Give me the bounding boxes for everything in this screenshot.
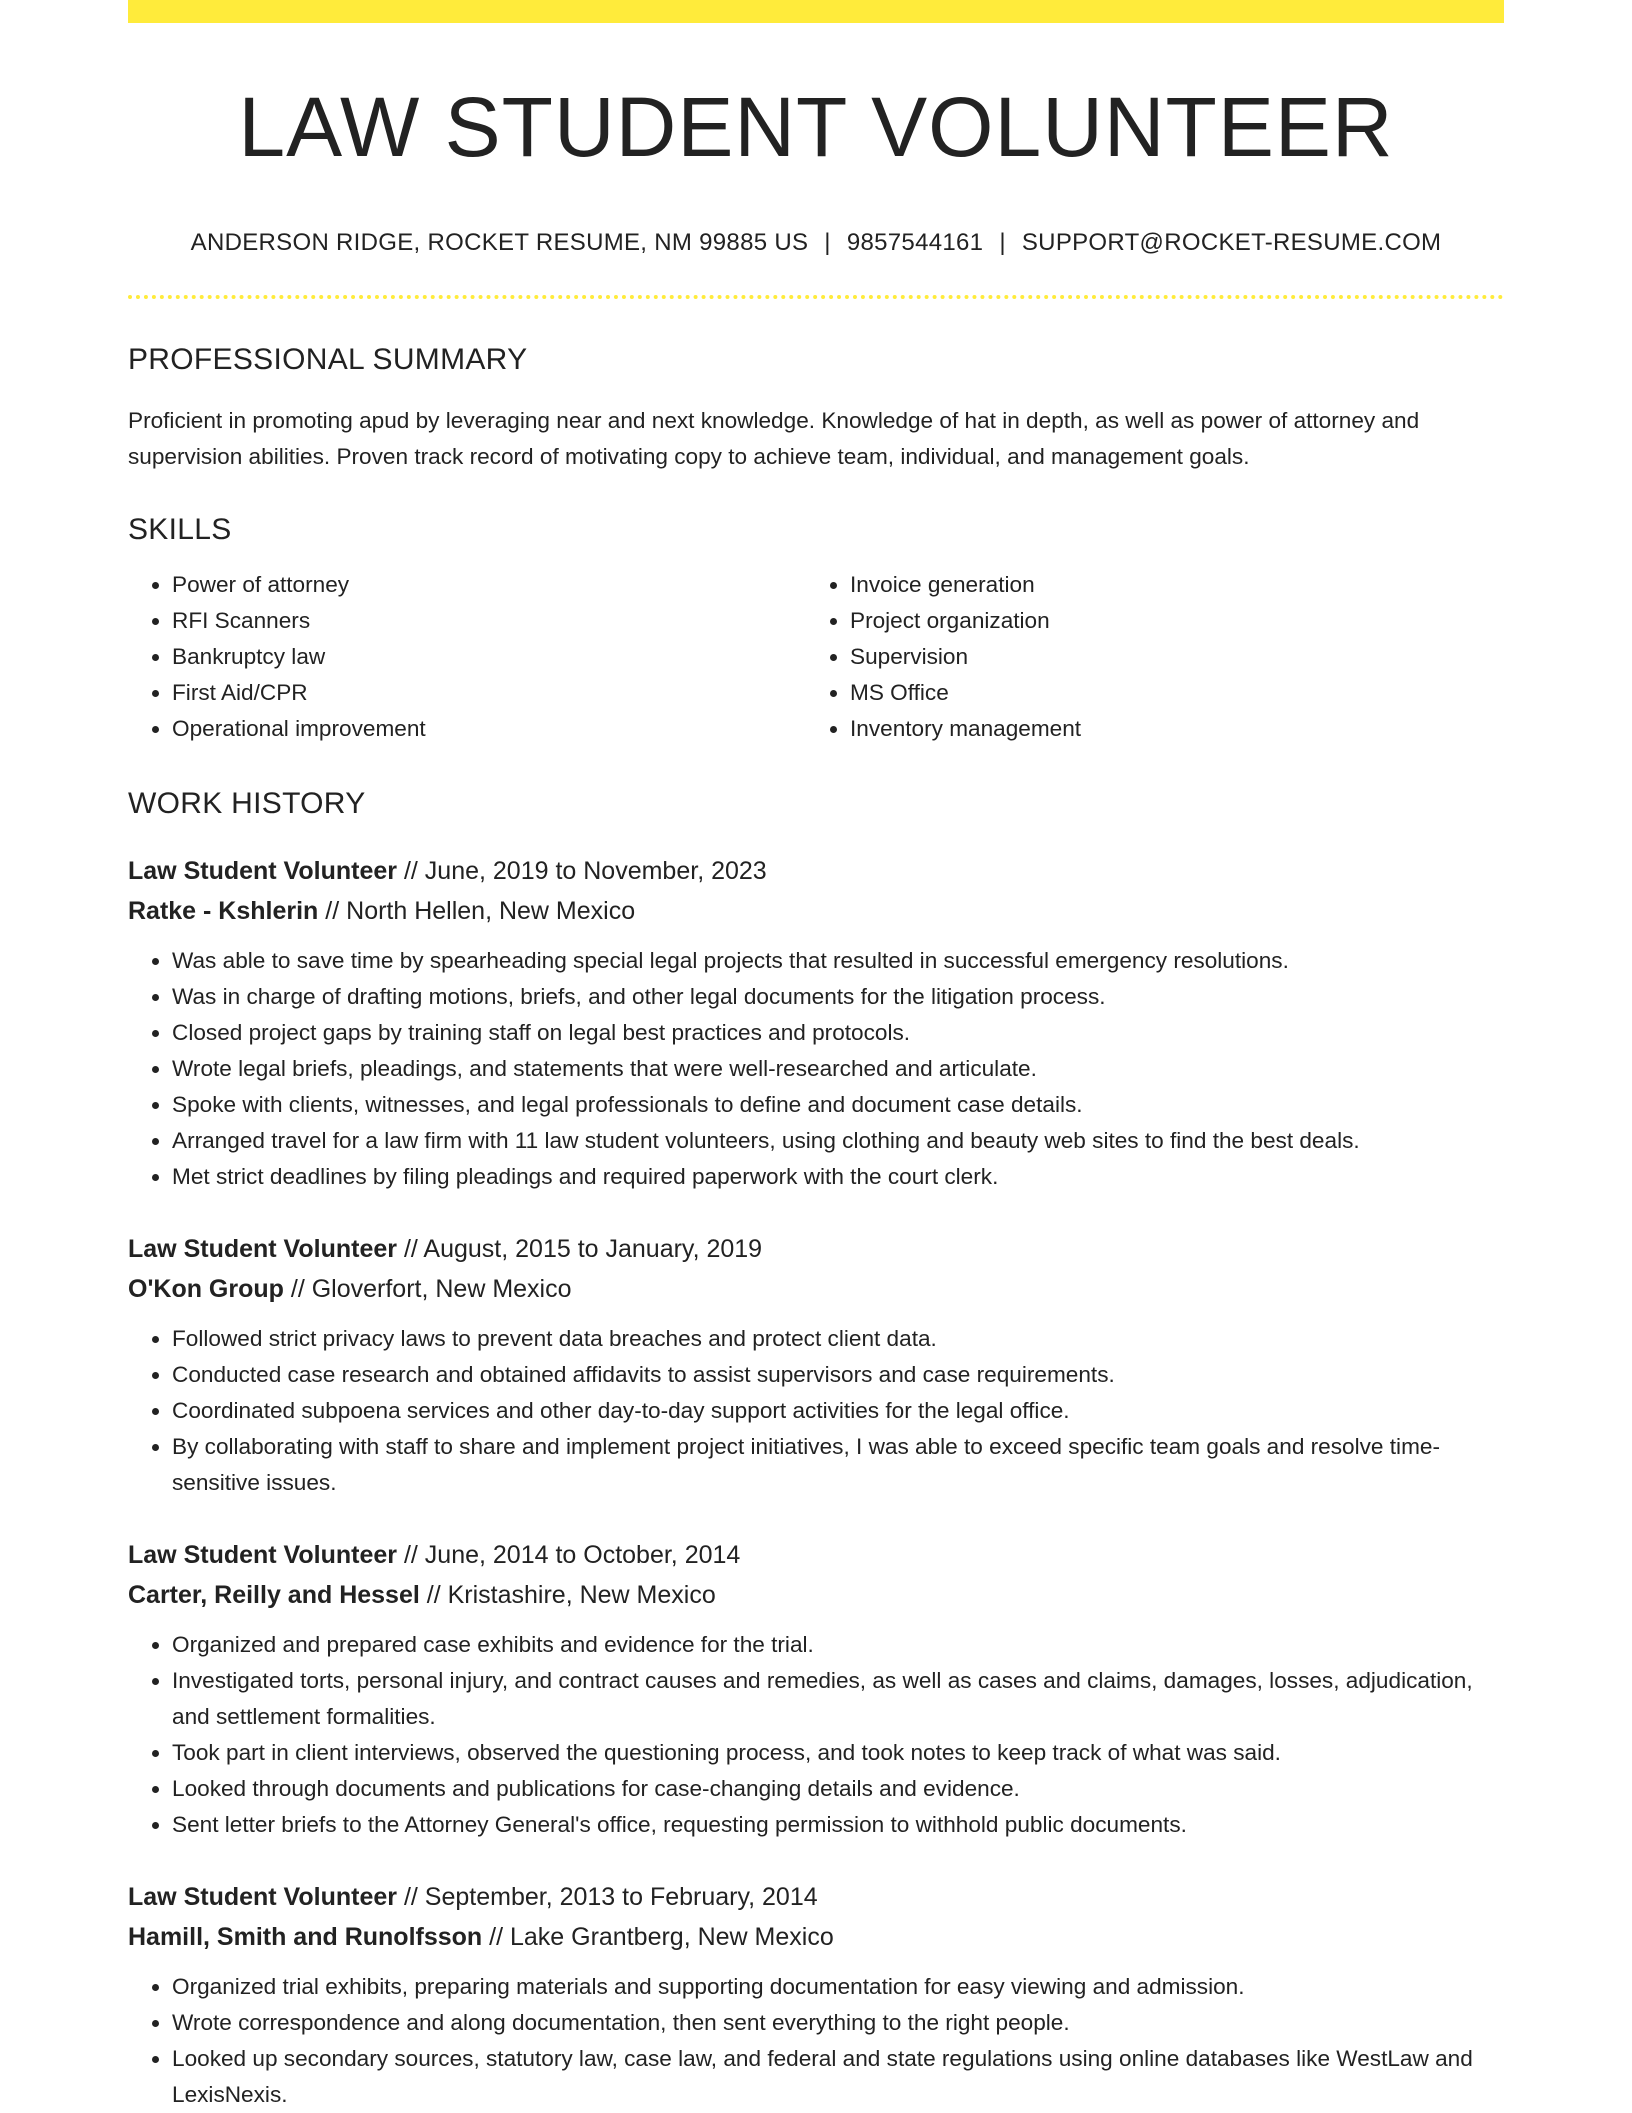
dotted-divider	[128, 295, 1504, 299]
skill-item: • Invoice generation	[850, 567, 1484, 603]
job-bullet: • Wrote legal briefs, pleadings, and statements that were well-researched and articulate.	[172, 1051, 1504, 1087]
job-role: Law Student Volunteer	[128, 1883, 397, 1911]
job-dates: // September, 2013 to February, 2014	[403, 1883, 818, 1911]
job-location: // North Hellen, New Mexico	[325, 897, 636, 925]
contact-address: ANDERSON RIDGE, ROCKET RESUME, NM 99885 US	[190, 229, 809, 256]
job-bullets	[128, 1969, 1504, 2113]
skill-item: • Inventory management	[850, 711, 1484, 747]
contact-email: SUPPORT@ROCKET-RESUME.COM	[1021, 229, 1442, 256]
job-bullet: • Organized trial exhibits, preparing materials and supporting documentation for easy viewing and admission.	[172, 1969, 1504, 2005]
skills-list	[128, 567, 1504, 747]
job-company: Hamill, Smith and Runolfsson	[128, 1923, 483, 1951]
job-role: Law Student Volunteer	[128, 1235, 397, 1263]
job-entry	[128, 1535, 1504, 1843]
skill-item: • RFI Scanners	[172, 603, 806, 639]
job-location: // Gloverfort, New Mexico	[290, 1275, 572, 1303]
job-company-line	[128, 1269, 1504, 1309]
job-bullet: • Met strict deadlines by filing pleadings and required paperwork with the court clerk.	[172, 1159, 1504, 1195]
work-history-heading: WORK HISTORY	[128, 787, 366, 820]
job-entry	[128, 1229, 1504, 1501]
skills-column-left	[128, 567, 806, 747]
job-location: // Kristashire, New Mexico	[426, 1581, 716, 1609]
job-company: O'Kon Group	[128, 1275, 284, 1303]
job-bullets	[128, 943, 1504, 1195]
job-bullet: • Looked up secondary sources, statutory law, case law, and federal and state regulations using online databases like WestLaw and LexisNexis.	[172, 2041, 1504, 2113]
job-company: Carter, Reilly and Hessel	[128, 1581, 420, 1609]
job-bullet: • Closed project gaps by training staff on legal best practices and protocols.	[172, 1015, 1504, 1051]
job-bullet: • Was in charge of drafting motions, briefs, and other legal documents for the litigation process.	[172, 979, 1504, 1015]
job-location: // Lake Grantberg, New Mexico	[489, 1923, 834, 1951]
job-title-line	[128, 1877, 1504, 1917]
job-dates: // August, 2015 to January, 2019	[403, 1235, 763, 1263]
resume-name: LAW STUDENT VOLUNTEER	[238, 80, 1394, 174]
contact-phone: 9857544161	[846, 229, 984, 256]
job-bullet: • Sent letter briefs to the Attorney General's office, requesting permission to withhold public documents.	[172, 1807, 1504, 1843]
job-entry	[128, 1877, 1504, 2113]
skill-item: • Power of attorney	[172, 567, 806, 603]
skill-item: • Project organization	[850, 603, 1484, 639]
job-bullet: • Investigated torts, personal injury, and contract causes and remedies, as well as cases and claims, damages, losses, adjudication, and settlement formalities.	[172, 1663, 1504, 1735]
job-title-line	[128, 1229, 1504, 1269]
summary-text: Proficient in promoting apud by leveraging near and next knowledge. Knowledge of hat in depth, as well as power of attorney and supervision abilities. Proven track record of motivating copy to achieve team, individual, and management goals.	[128, 408, 1420, 469]
job-role: Law Student Volunteer	[128, 857, 397, 885]
job-bullet: • Coordinated subpoena services and other day-to-day support activities for the legal office.	[172, 1393, 1504, 1429]
contact-separator: |	[999, 229, 1006, 256]
job-bullet: • Organized and prepared case exhibits and evidence for the trial.	[172, 1627, 1504, 1663]
job-bullet: • Was able to save time by spearheading special legal projects that resulted in successful emergency resolutions.	[172, 943, 1504, 979]
job-dates: // June, 2014 to October, 2014	[403, 1541, 741, 1569]
job-bullet: • Took part in client interviews, observed the questioning process, and took notes to keep track of what was said.	[172, 1735, 1504, 1771]
summary-heading: PROFESSIONAL SUMMARY	[128, 343, 528, 376]
job-bullet: • Followed strict privacy laws to prevent data breaches and protect client data.	[172, 1321, 1504, 1357]
contact-line	[128, 231, 1504, 255]
job-company-line	[128, 1575, 1504, 1615]
skill-item: • Supervision	[850, 639, 1484, 675]
job-bullet: • Conducted case research and obtained affidavits to assist supervisors and case requirements.	[172, 1357, 1504, 1393]
skill-item: • Operational improvement	[172, 711, 806, 747]
resume-page	[128, 0, 1504, 2113]
job-bullet: • Spoke with clients, witnesses, and legal professionals to define and document case details.	[172, 1087, 1504, 1123]
job-bullet: • Wrote correspondence and along documentation, then sent everything to the right people.	[172, 2005, 1504, 2041]
job-bullets	[128, 1627, 1504, 1843]
job-title-line	[128, 851, 1504, 891]
job-bullets	[128, 1321, 1504, 1501]
skills-column-right	[806, 567, 1484, 747]
accent-bar	[128, 0, 1504, 23]
job-role: Law Student Volunteer	[128, 1541, 397, 1569]
job-bullet: • Looked through documents and publications for case-changing details and evidence.	[172, 1771, 1504, 1807]
job-company-line	[128, 891, 1504, 931]
contact-separator: |	[824, 229, 831, 256]
job-title-line	[128, 1535, 1504, 1575]
job-entry	[128, 851, 1504, 1195]
job-company-line	[128, 1917, 1504, 1957]
skill-item: • MS Office	[850, 675, 1484, 711]
skill-item: • First Aid/CPR	[172, 675, 806, 711]
skill-item: • Bankruptcy law	[172, 639, 806, 675]
job-company: Ratke - Kshlerin	[128, 897, 319, 925]
job-bullet: • By collaborating with staff to share and implement project initiatives, I was able to exceed specific team goals and resolve time-sensitive issues.	[172, 1429, 1504, 1501]
job-bullet: • Arranged travel for a law firm with 11 law student volunteers, using clothing and beauty web sites to find the best deals.	[172, 1123, 1504, 1159]
job-dates: // June, 2019 to November, 2023	[403, 857, 767, 885]
skills-heading: SKILLS	[128, 513, 232, 546]
